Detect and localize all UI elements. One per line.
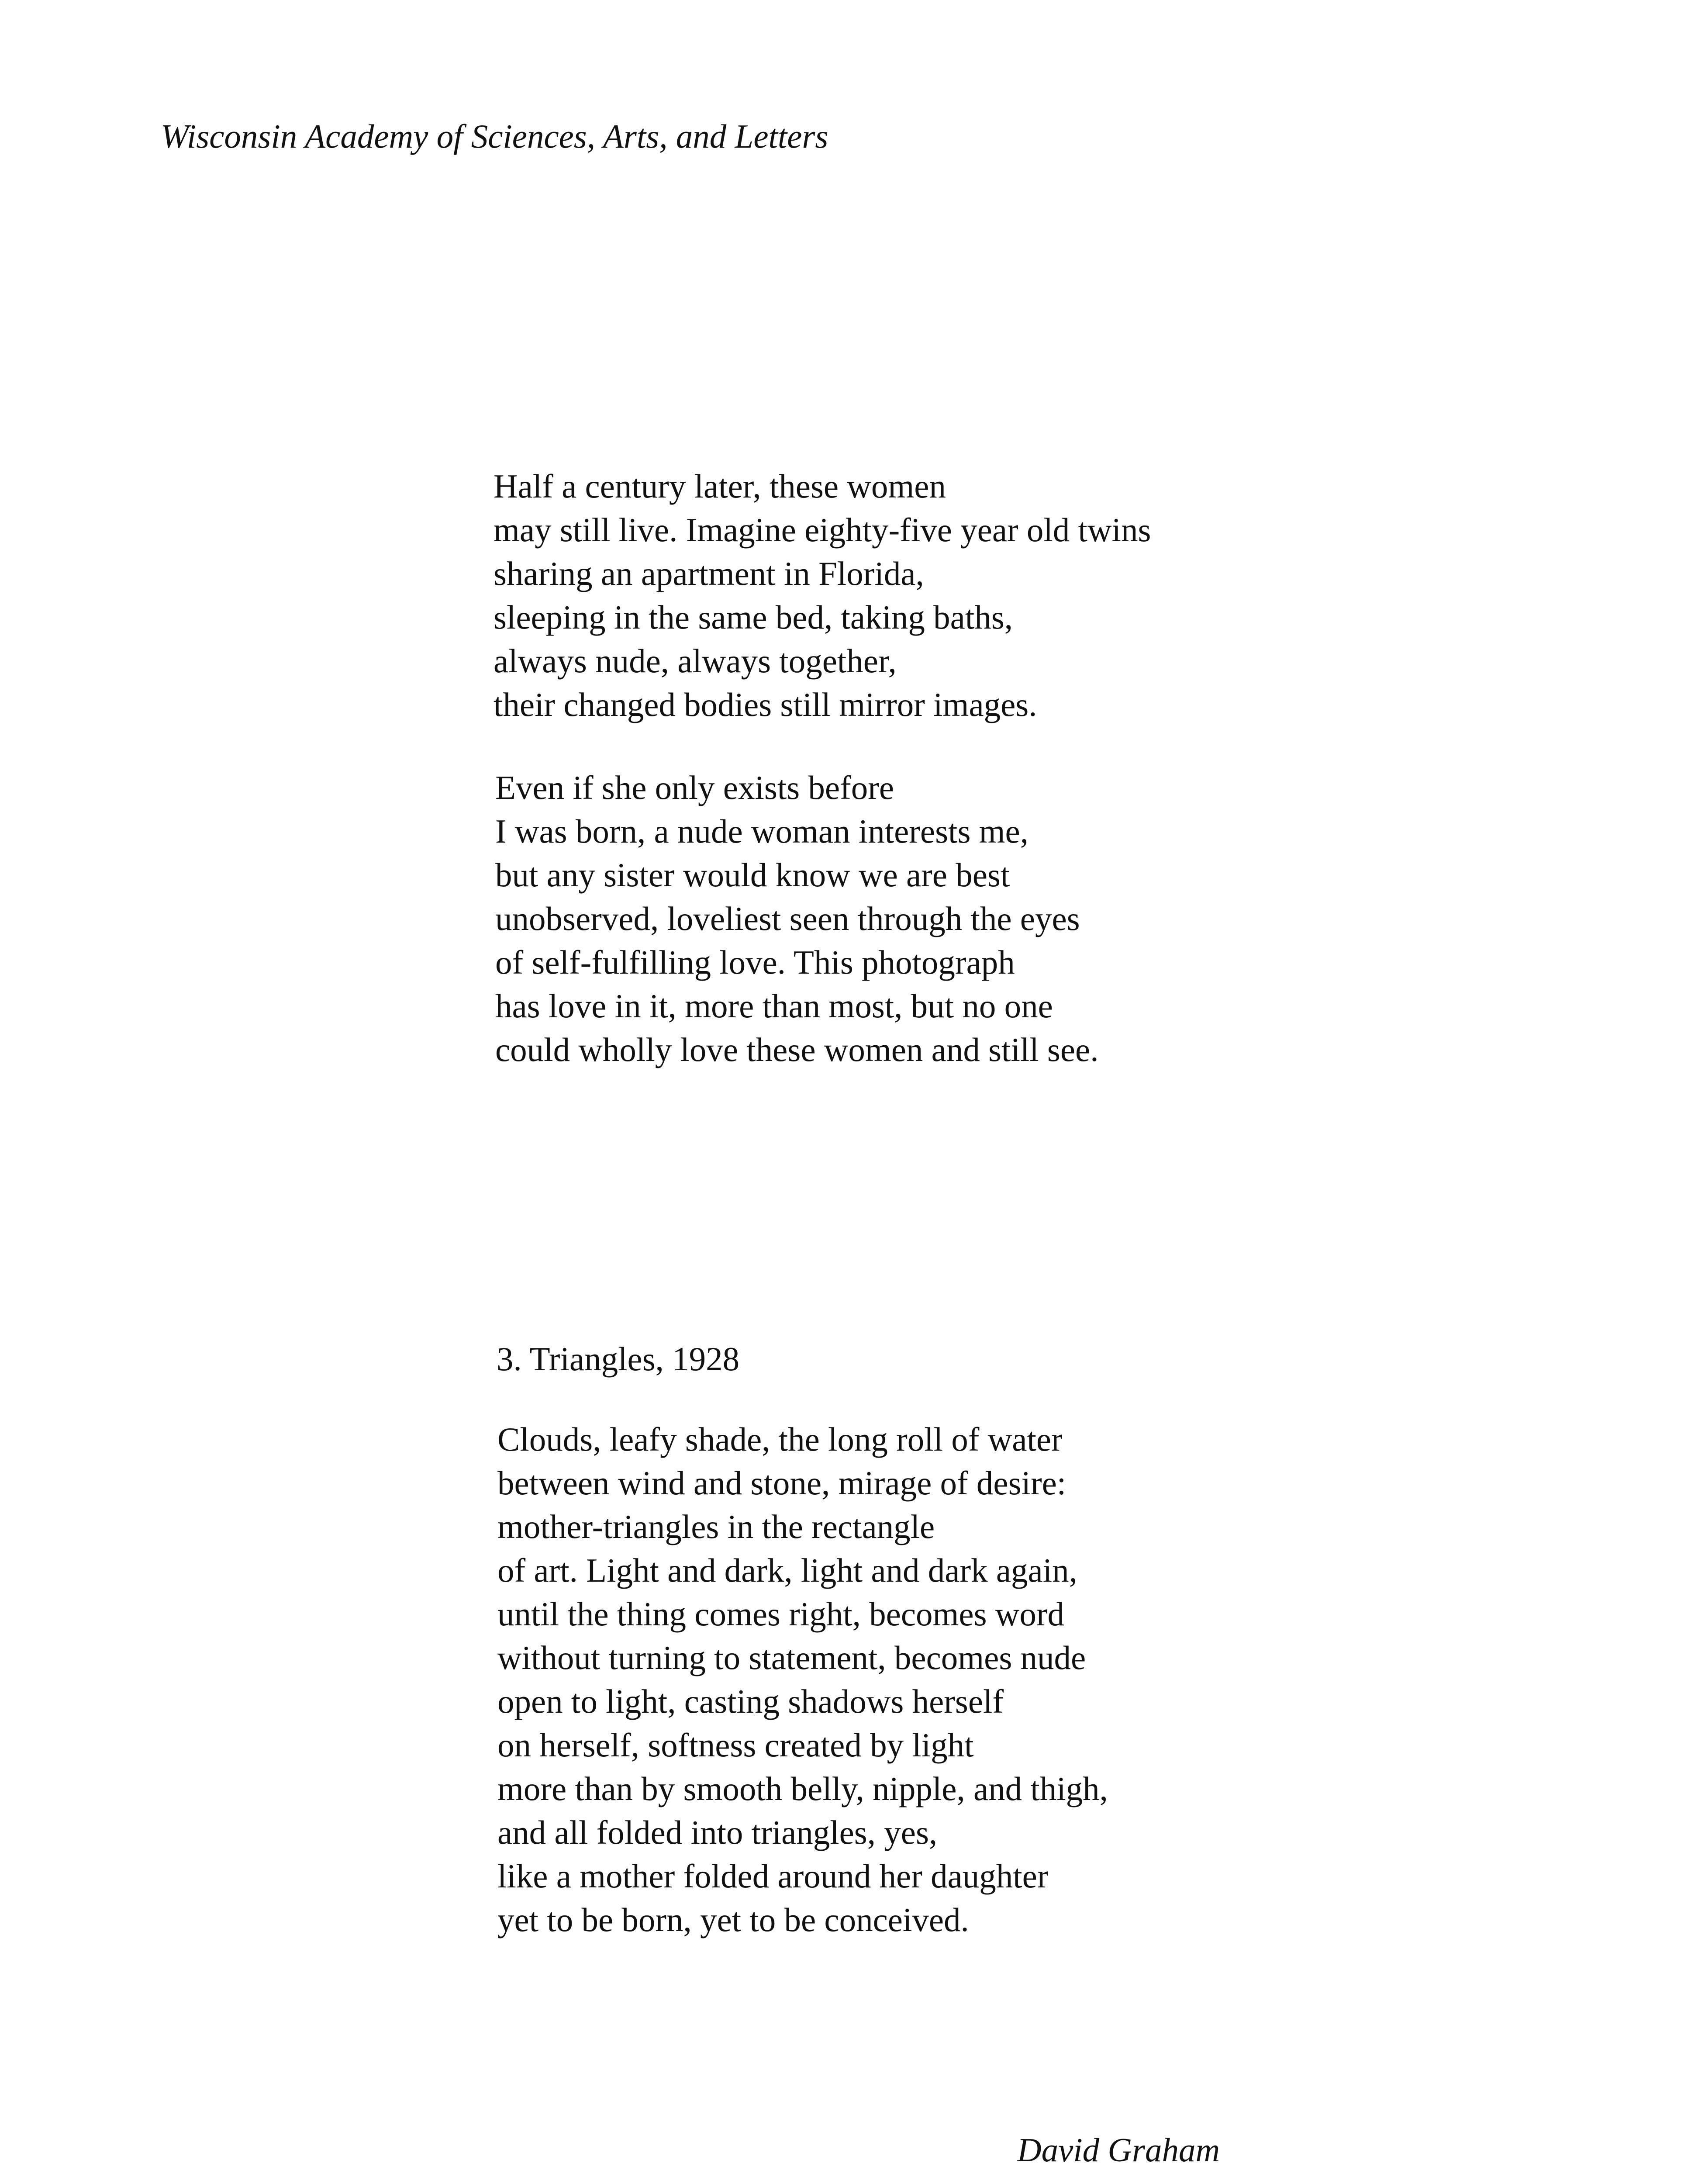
poem-line: Even if she only exists before xyxy=(495,769,894,806)
poem-line: more than by smooth belly, nipple, and thigh, xyxy=(497,1770,1108,1807)
poem-line: but any sister would know we are best xyxy=(495,856,1010,894)
poem-line: yet to be born, yet to be conceived. xyxy=(497,1901,969,1939)
poem-stanza-2 xyxy=(495,766,1098,1071)
poem-line: I was born, a nude woman interests me, xyxy=(495,812,1029,850)
poem-line: always nude, always together, xyxy=(494,642,897,680)
poem-stanza-3 xyxy=(497,1417,1108,1942)
poem-line: like a mother folded around her daughter xyxy=(497,1857,1049,1895)
poem-line: may still live. Imagine eighty-five year old twins xyxy=(494,511,1151,549)
poem-line: mother-triangles in the rectangle xyxy=(497,1508,935,1545)
poem-line: unobserved, loveliest seen through the eyes xyxy=(495,900,1080,937)
author-name: David Graham xyxy=(1017,2131,1220,2169)
section-title: 3. Triangles, 1928 xyxy=(497,1340,740,1378)
poem-line: between wind and stone, mirage of desire: xyxy=(497,1464,1066,1502)
poem-line: open to light, casting shadows herself xyxy=(497,1683,1004,1720)
poem-line: has love in it, more than most, but no one xyxy=(495,987,1053,1025)
poem-line: Half a century later, these women xyxy=(494,467,946,505)
poem-line: sharing an apartment in Florida, xyxy=(494,555,924,592)
poem-line: of self-fulfilling love. This photograph xyxy=(495,943,1015,981)
poem-line: could wholly love these women and still see. xyxy=(495,1031,1099,1068)
running-head: Wisconsin Academy of Sciences, Arts, and Letters xyxy=(161,117,828,155)
poem-line: and all folded into triangles, yes, xyxy=(497,1814,938,1851)
poem-line: their changed bodies still mirror images. xyxy=(494,686,1037,723)
poem-line: on herself, softness created by light xyxy=(497,1726,974,1764)
poem-line: sleeping in the same bed, taking baths, xyxy=(494,598,1013,636)
poem-line: without turning to statement, becomes nude xyxy=(497,1639,1086,1676)
poem-line: of art. Light and dark, light and dark again, xyxy=(497,1552,1077,1589)
poem-line: until the thing comes right, becomes word xyxy=(497,1595,1065,1633)
poem-line: Clouds, leafy shade, the long roll of water xyxy=(497,1420,1063,1458)
poem-stanza-1 xyxy=(494,464,1151,726)
